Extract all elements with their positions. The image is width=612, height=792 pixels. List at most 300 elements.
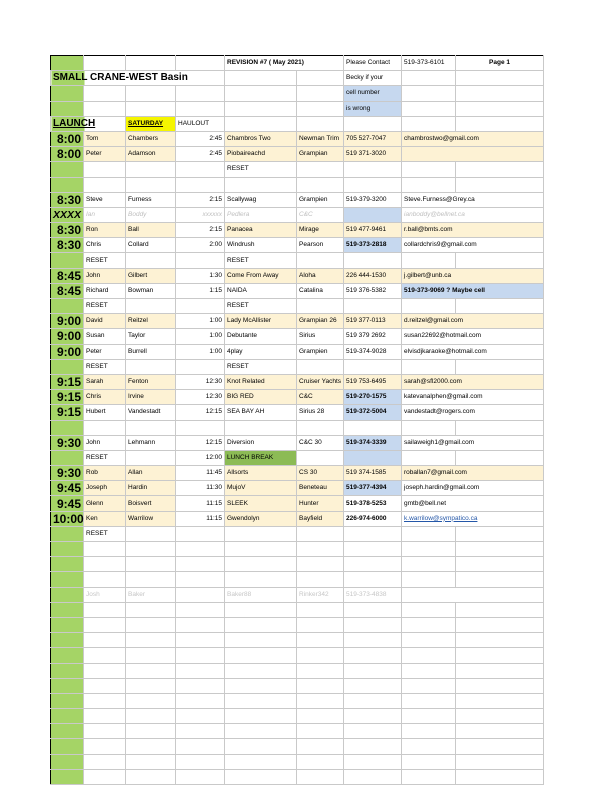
table-row xyxy=(51,724,544,739)
cell xyxy=(225,663,297,678)
cell xyxy=(402,678,456,693)
launch-time: 10:00 xyxy=(51,511,84,526)
boat-model: Pearson xyxy=(297,238,344,253)
boat-model: C&C 30 xyxy=(297,435,344,450)
table-row xyxy=(51,405,544,420)
cell xyxy=(126,526,176,541)
first-name: Peter xyxy=(84,147,126,162)
cell xyxy=(402,557,456,572)
launch-time: 8:30 xyxy=(51,238,84,253)
cell xyxy=(126,542,176,557)
table-row xyxy=(51,678,544,693)
launch-time: 9:45 xyxy=(51,481,84,496)
cell xyxy=(344,724,402,739)
phone-number: 519-374-9028 xyxy=(344,344,402,359)
lead-cell xyxy=(51,56,84,71)
cell xyxy=(84,557,126,572)
haulout-time: 12:30 xyxy=(176,374,225,389)
launch-time: 9:45 xyxy=(51,496,84,511)
cell xyxy=(456,253,544,268)
boat-name: Lady McAllister xyxy=(225,314,297,329)
cell xyxy=(456,678,544,693)
cell xyxy=(225,769,297,784)
cell xyxy=(126,557,176,572)
cell xyxy=(176,709,225,724)
last-name: Boisvert xyxy=(126,496,176,511)
table-row xyxy=(51,238,544,253)
reset-label: RESET xyxy=(84,450,126,465)
launch-schedule-table xyxy=(50,55,544,785)
first-name: Joseph xyxy=(84,481,126,496)
cell xyxy=(456,420,544,435)
launch-time: 8:45 xyxy=(51,283,84,298)
email: susan22692@hotmail.com xyxy=(402,329,544,344)
boat-name: Gwendolyn xyxy=(225,511,297,526)
cell xyxy=(402,754,456,769)
email: 519-373-9069 ? Maybe cell xyxy=(402,283,544,298)
cell xyxy=(344,678,402,693)
cell xyxy=(176,572,225,587)
cell xyxy=(176,663,225,678)
first-name: Sarah xyxy=(84,374,126,389)
cell xyxy=(344,754,402,769)
boat-model: Newman Trim xyxy=(297,131,344,146)
cell xyxy=(225,557,297,572)
cell xyxy=(344,648,402,663)
cell xyxy=(225,420,297,435)
table-row xyxy=(51,390,544,405)
lunch-break: LUNCH BREAK xyxy=(225,450,297,465)
cell xyxy=(456,663,544,678)
boat-name: Piobaireachd xyxy=(225,147,297,162)
page-title: SMALL CRANE-WEST Basin xyxy=(51,71,225,86)
launch-header: LAUNCH xyxy=(51,116,126,131)
contact-note: is wrong xyxy=(344,101,402,116)
haulout-time xyxy=(176,587,225,602)
cell xyxy=(402,162,456,177)
cell xyxy=(126,648,176,663)
cell xyxy=(344,557,402,572)
header-row xyxy=(51,101,544,116)
table-row xyxy=(51,162,544,177)
cell xyxy=(297,526,344,541)
cell xyxy=(84,633,126,648)
cell xyxy=(456,617,544,632)
cell xyxy=(344,663,402,678)
first-name: John xyxy=(84,435,126,450)
phone-number: 519 377-0113 xyxy=(344,314,402,329)
table-row xyxy=(51,542,544,557)
cell xyxy=(297,633,344,648)
cell xyxy=(126,754,176,769)
boat-name: Diversion xyxy=(225,435,297,450)
boat-name: SLEEK xyxy=(225,496,297,511)
boat-model: Grampien xyxy=(297,192,344,207)
last-name: Burrell xyxy=(126,344,176,359)
cell xyxy=(456,542,544,557)
cell xyxy=(297,359,344,374)
table-row xyxy=(51,253,544,268)
boat-name: 4play xyxy=(225,344,297,359)
launch-time: 9:30 xyxy=(51,435,84,450)
launch-time xyxy=(51,177,84,192)
haulout-time: 12:30 xyxy=(176,390,225,405)
table-row xyxy=(51,283,544,298)
table-row xyxy=(51,131,544,146)
cell xyxy=(84,754,126,769)
boat-model: CS 30 xyxy=(297,466,344,481)
cell xyxy=(84,724,126,739)
launch-time xyxy=(51,359,84,374)
cell xyxy=(402,299,456,314)
table-row xyxy=(51,481,544,496)
email: Steve.Furness@Grey.ca xyxy=(402,192,544,207)
cell xyxy=(84,617,126,632)
phone-number: 519-373-2818 xyxy=(344,238,402,253)
first-name: Rob xyxy=(84,466,126,481)
cell xyxy=(225,739,297,754)
cell xyxy=(84,663,126,678)
table-row xyxy=(51,739,544,754)
launch-time xyxy=(51,633,84,648)
launch-time: 8:00 xyxy=(51,147,84,162)
haulout-time: 1:15 xyxy=(176,283,225,298)
cell xyxy=(126,663,176,678)
cell xyxy=(456,162,544,177)
cell xyxy=(456,177,544,192)
table-row xyxy=(51,314,544,329)
cell xyxy=(456,754,544,769)
cell xyxy=(225,678,297,693)
launch-time xyxy=(51,253,84,268)
boat-name: BIG RED xyxy=(225,390,297,405)
cell xyxy=(126,359,176,374)
table-row xyxy=(51,192,544,207)
first-name: Ken xyxy=(84,511,126,526)
email: elvisdjkaraoke@hotmail.com xyxy=(402,344,544,359)
cell xyxy=(344,602,402,617)
first-name: Richard xyxy=(84,283,126,298)
saturday-header: SATURDAY xyxy=(126,116,176,131)
reset-label: RESET xyxy=(225,299,297,314)
first-name: Hubert xyxy=(84,405,126,420)
haulout-time: 11:30 xyxy=(176,481,225,496)
phone-number: 226 444-1530 xyxy=(344,268,402,283)
last-name: Gilbert xyxy=(126,268,176,283)
cell xyxy=(344,572,402,587)
schedule-sheet xyxy=(50,55,543,785)
boat-model: Bayfield xyxy=(297,511,344,526)
cell xyxy=(126,709,176,724)
launch-time xyxy=(51,709,84,724)
email: collardchris9@gmail.com xyxy=(402,238,544,253)
launch-time xyxy=(51,542,84,557)
email: j.gilbert@unb.ca xyxy=(402,268,544,283)
launch-time xyxy=(51,648,84,663)
cell xyxy=(297,709,344,724)
cell xyxy=(297,162,344,177)
table-row xyxy=(51,450,544,465)
table-row xyxy=(51,602,544,617)
cell xyxy=(456,693,544,708)
cell xyxy=(126,633,176,648)
haulout-time: 1:00 xyxy=(176,314,225,329)
reset-label: RESET xyxy=(84,526,126,541)
cell xyxy=(84,177,126,192)
launch-time xyxy=(51,739,84,754)
cell xyxy=(176,162,225,177)
email: r.ball@bmts.com xyxy=(402,223,544,238)
boat-name: Knot Related xyxy=(225,374,297,389)
cell xyxy=(225,542,297,557)
cell xyxy=(402,526,456,541)
boat-model: Grampian 26 xyxy=(297,314,344,329)
cell xyxy=(402,253,456,268)
cell xyxy=(402,648,456,663)
boat-name: Panacea xyxy=(225,223,297,238)
launch-time: 9:15 xyxy=(51,405,84,420)
launch-time: 9:00 xyxy=(51,344,84,359)
haulout-time: 2:00 xyxy=(176,238,225,253)
boat-model: Rinker342 xyxy=(297,587,344,602)
page-number: Page 1 xyxy=(456,56,544,71)
phone-number: 519 371-3020 xyxy=(344,147,402,162)
phone-number: 519-379-3200 xyxy=(344,192,402,207)
table-row xyxy=(51,329,544,344)
cell xyxy=(456,724,544,739)
launch-time: 8:45 xyxy=(51,268,84,283)
launch-time xyxy=(51,693,84,708)
launch-time: XXXX xyxy=(51,207,84,222)
email: ianboddy@bellnet.ca xyxy=(402,207,544,222)
reset-label: RESET xyxy=(225,253,297,268)
haulout-time: 2:45 xyxy=(176,147,225,162)
table-row xyxy=(51,709,544,724)
cell xyxy=(297,420,344,435)
cell xyxy=(402,617,456,632)
first-name: Steve xyxy=(84,192,126,207)
boat-model: Hunter xyxy=(297,496,344,511)
cell xyxy=(126,177,176,192)
cell xyxy=(456,450,544,465)
cell xyxy=(344,542,402,557)
cell xyxy=(176,678,225,693)
phone-number: 519 374-1585 xyxy=(344,466,402,481)
launch-time: 9:30 xyxy=(51,466,84,481)
last-name: Chambers xyxy=(126,131,176,146)
cell xyxy=(126,450,176,465)
cell xyxy=(126,617,176,632)
table-row xyxy=(51,693,544,708)
reset-label: RESET xyxy=(225,162,297,177)
cell xyxy=(297,542,344,557)
first-name: Ron xyxy=(84,223,126,238)
haulout-time: 12:15 xyxy=(176,405,225,420)
haulout-time: 1:00 xyxy=(176,344,225,359)
boat-name: NAIDA xyxy=(225,283,297,298)
first-name: Tom xyxy=(84,131,126,146)
first-name: John xyxy=(84,268,126,283)
email: d.reitzel@gmail.com xyxy=(402,314,544,329)
cell xyxy=(456,648,544,663)
cell xyxy=(297,678,344,693)
boat-name: Scallywag xyxy=(225,192,297,207)
cell xyxy=(402,633,456,648)
cell xyxy=(402,693,456,708)
table-row xyxy=(51,466,544,481)
cell xyxy=(176,359,225,374)
table-row xyxy=(51,344,544,359)
cell xyxy=(176,602,225,617)
last-name: Reitzel xyxy=(126,314,176,329)
cell xyxy=(176,177,225,192)
launch-time xyxy=(51,587,84,602)
first-name: Susan xyxy=(84,329,126,344)
cell xyxy=(297,450,344,465)
email: gmtb@bell.net xyxy=(402,496,544,511)
cell xyxy=(402,769,456,784)
cell xyxy=(402,359,456,374)
last-name: Adamson xyxy=(126,147,176,162)
cell xyxy=(297,557,344,572)
cell xyxy=(297,617,344,632)
boat-name: Windrush xyxy=(225,238,297,253)
boat-model: Grampien xyxy=(297,344,344,359)
cell xyxy=(84,739,126,754)
cell xyxy=(344,769,402,784)
cell xyxy=(176,739,225,754)
boat-model: Sirius 28 xyxy=(297,405,344,420)
cell xyxy=(344,617,402,632)
cell xyxy=(456,769,544,784)
table-row xyxy=(51,511,544,526)
cell xyxy=(297,299,344,314)
cell xyxy=(176,633,225,648)
haulout-time: 12:15 xyxy=(176,435,225,450)
boat-model: Beneteau xyxy=(297,481,344,496)
last-name: Lehmann xyxy=(126,435,176,450)
first-name: Ian xyxy=(84,207,126,222)
haulout-time: 1:30 xyxy=(176,268,225,283)
cell xyxy=(176,693,225,708)
last-name: Ball xyxy=(126,223,176,238)
launch-time xyxy=(51,557,84,572)
last-name: Irvine xyxy=(126,390,176,405)
cell xyxy=(344,526,402,541)
launch-time: 9:00 xyxy=(51,329,84,344)
email xyxy=(402,587,544,602)
cell xyxy=(456,572,544,587)
last-name: Bowman xyxy=(126,283,176,298)
first-name: David xyxy=(84,314,126,329)
cell xyxy=(344,162,402,177)
boat-model: Mirage xyxy=(297,223,344,238)
cell xyxy=(402,709,456,724)
cell xyxy=(456,602,544,617)
cell xyxy=(84,769,126,784)
cell xyxy=(225,177,297,192)
cell xyxy=(344,177,402,192)
last-name: Boddy xyxy=(126,207,176,222)
cell xyxy=(84,542,126,557)
header-row xyxy=(51,56,544,71)
table-row xyxy=(51,617,544,632)
boat-model: Grampian xyxy=(297,147,344,162)
boat-model: Catalina xyxy=(297,283,344,298)
cell xyxy=(297,602,344,617)
header-row xyxy=(51,71,544,86)
boat-name: Debutante xyxy=(225,329,297,344)
cell xyxy=(176,648,225,663)
first-name: Peter xyxy=(84,344,126,359)
cell xyxy=(344,359,402,374)
cell xyxy=(84,572,126,587)
header-row xyxy=(51,86,544,101)
launch-time xyxy=(51,299,84,314)
cell xyxy=(297,253,344,268)
last-name: Vandestadt xyxy=(126,405,176,420)
boat-name: Come From Away xyxy=(225,268,297,283)
launch-time: 9:00 xyxy=(51,314,84,329)
launch-time xyxy=(51,526,84,541)
cell xyxy=(344,693,402,708)
haulout-time: 1:00 xyxy=(176,329,225,344)
cell xyxy=(402,572,456,587)
last-name: Hardin xyxy=(126,481,176,496)
email: joseph.hardin@gmail.com xyxy=(402,481,544,496)
cell xyxy=(84,709,126,724)
email: katevanalphen@gmail.com xyxy=(402,390,544,405)
haulout-time: 11:15 xyxy=(176,511,225,526)
cell xyxy=(176,253,225,268)
cell xyxy=(297,663,344,678)
cell xyxy=(344,450,402,465)
table-row xyxy=(51,663,544,678)
cell xyxy=(344,299,402,314)
cell xyxy=(225,648,297,663)
lunch-time: 12:00 xyxy=(176,450,225,465)
cell xyxy=(402,663,456,678)
cell xyxy=(225,617,297,632)
cell xyxy=(402,177,456,192)
cell xyxy=(297,739,344,754)
cell xyxy=(456,557,544,572)
cell xyxy=(126,299,176,314)
boat-name: Baker88 xyxy=(225,587,297,602)
table-row xyxy=(51,435,544,450)
contact-phone: 519-373-6101 xyxy=(402,56,456,71)
boat-model: C&C xyxy=(297,390,344,405)
reset-label: RESET xyxy=(84,253,126,268)
phone-number: 519 477-9461 xyxy=(344,223,402,238)
cell xyxy=(126,769,176,784)
cell xyxy=(176,557,225,572)
revision-label: REVISION #7 ( May 2021) xyxy=(225,56,344,71)
phone-number: 519-377-4394 xyxy=(344,481,402,496)
boat-model: Cruiser Yachts xyxy=(297,374,344,389)
cell xyxy=(84,162,126,177)
launch-time xyxy=(51,678,84,693)
first-name: Josh xyxy=(84,587,126,602)
cell xyxy=(297,693,344,708)
cell xyxy=(297,769,344,784)
last-name: Baker xyxy=(126,587,176,602)
phone-number: 519 379 2692 xyxy=(344,329,402,344)
launch-time xyxy=(51,162,84,177)
email: roballan7@gmail.com xyxy=(402,466,544,481)
cell xyxy=(176,420,225,435)
cell xyxy=(176,754,225,769)
